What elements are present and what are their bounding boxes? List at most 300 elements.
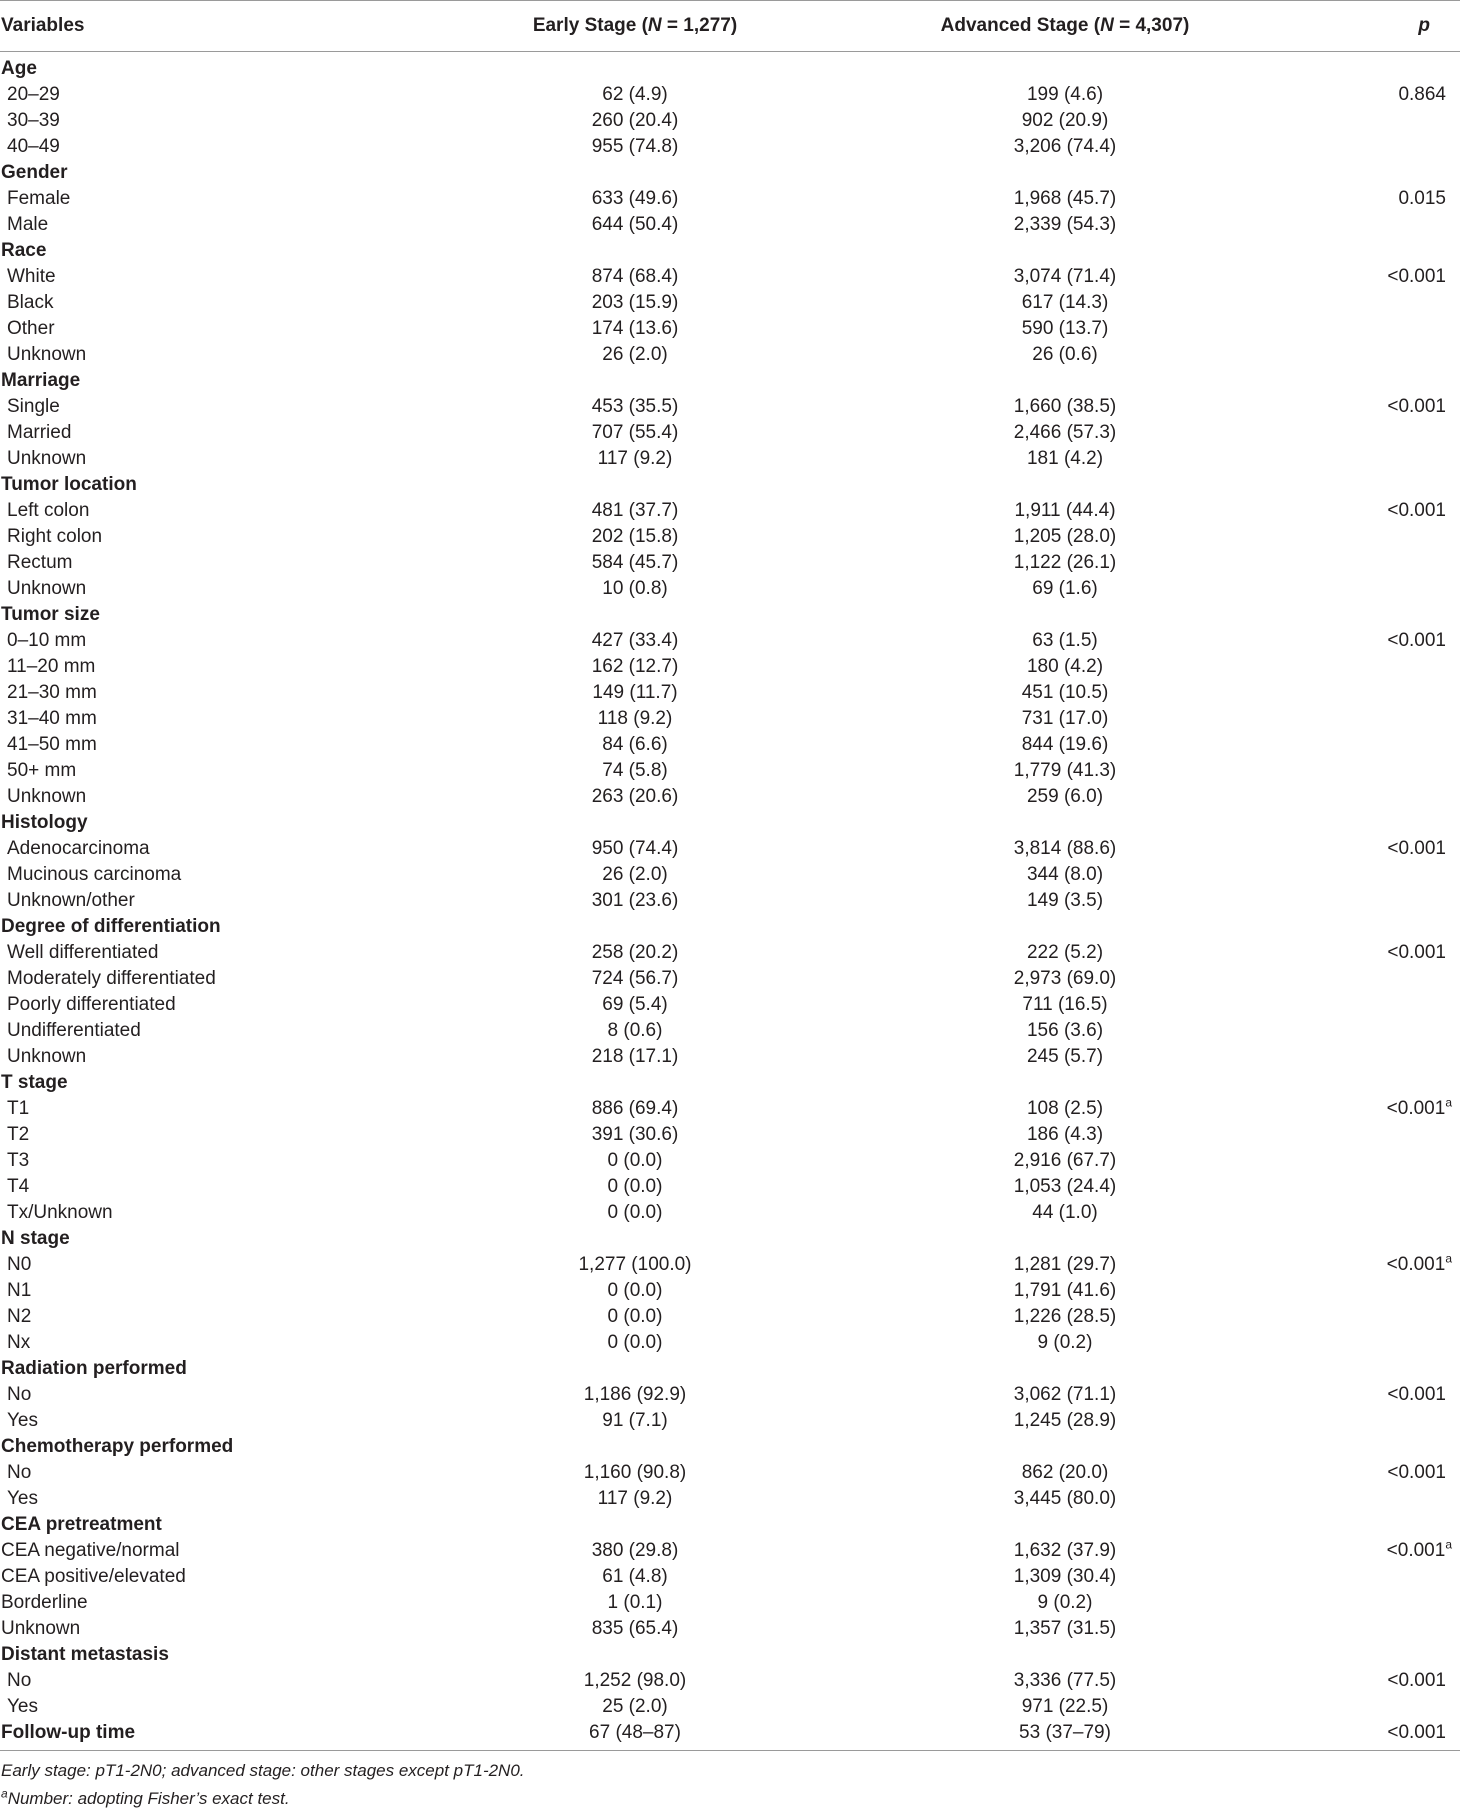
advanced-stage-value: 69 (1.6): [1032, 578, 1098, 599]
table-row: [0, 1174, 1460, 1200]
table-row: [0, 836, 1460, 862]
advanced-stage-value: 149 (3.5): [1026, 890, 1104, 911]
early-stage-value: [420, 602, 850, 628]
row-label: T1: [7, 1098, 30, 1119]
p-value: [1280, 1434, 1460, 1460]
p-value: [1280, 732, 1460, 758]
row-label: Mucinous carcinoma: [7, 864, 182, 885]
advanced-stage-value: 44 (1.0): [1032, 1202, 1098, 1223]
p-value: [1280, 576, 1460, 602]
p-value: [1280, 680, 1460, 706]
table-row: [0, 1408, 1460, 1434]
category-row: [0, 914, 1460, 940]
category-label: Race: [1, 240, 47, 261]
footnote-stage-definition: Early stage: pT1-2N0; advanced stage: other stages except pT1-2N0.: [1, 1761, 525, 1780]
advanced-stage-value: 1,245 (28.9): [1013, 1410, 1117, 1431]
table-row: [0, 1044, 1460, 1070]
early-stage-value: [420, 810, 850, 836]
advanced-stage-value: 971 (22.5): [1021, 1696, 1109, 1717]
row-label: T2: [7, 1124, 30, 1145]
p-value: [1280, 1564, 1460, 1590]
advanced-stage-value: [850, 1434, 1280, 1460]
early-stage-value: [420, 914, 850, 940]
category-label: Tumor location: [1, 474, 137, 495]
advanced-stage-value: [850, 52, 1280, 83]
advanced-stage-value: 711 (16.5): [1022, 994, 1108, 1015]
category-row: [0, 160, 1460, 186]
advanced-stage-value: 186 (4.3): [1026, 1124, 1104, 1145]
p-value: [1280, 1512, 1460, 1538]
early-stage-value: 1,252 (98.0): [583, 1670, 687, 1691]
row-label: White: [7, 266, 56, 287]
header-early-stage: Early Stage (N = 1,277): [420, 1, 850, 52]
row-label: N2: [7, 1306, 32, 1327]
p-value-text: <0.001: [1386, 1098, 1446, 1119]
table-footnotes: [0, 1757, 1460, 1813]
category-row: [0, 368, 1460, 394]
p-value: [1280, 1330, 1460, 1356]
p-value: [1280, 82, 1460, 108]
p-value-text: <0.001: [1387, 1670, 1446, 1691]
advanced-stage-value: 9 (0.2): [1037, 1592, 1093, 1613]
category-row: [0, 810, 1460, 836]
early-stage-value: 1,160 (90.8): [583, 1462, 687, 1483]
p-value: [1280, 1356, 1460, 1382]
p-value: [1280, 654, 1460, 680]
advanced-stage-value: 3,062 (71.1): [1013, 1384, 1117, 1405]
p-value: [1280, 368, 1460, 394]
p-value-text: <0.001: [1387, 396, 1446, 417]
row-label: Borderline: [1, 1592, 88, 1613]
early-stage-value: 1,186 (92.9): [583, 1384, 687, 1405]
table-row: [0, 186, 1460, 212]
early-stage-value: [420, 160, 850, 186]
advanced-stage-value: 590 (13.7): [1021, 318, 1109, 339]
p-value: [1280, 1226, 1460, 1252]
category-row: [0, 1512, 1460, 1538]
row-label: Left colon: [7, 500, 90, 521]
row-label: Nx: [7, 1332, 31, 1353]
advanced-stage-value: 1,791 (41.6): [1013, 1280, 1117, 1301]
table-row: [0, 524, 1460, 550]
early-stage-value: 427 (33.4): [591, 630, 679, 651]
row-label: N1: [7, 1280, 32, 1301]
p-value: [1280, 1252, 1460, 1278]
p-value: [1280, 862, 1460, 888]
early-stage-value: 453 (35.5): [591, 396, 679, 417]
table-row: [0, 82, 1460, 108]
p-value: [1280, 1382, 1460, 1408]
p-value-text: <0.001: [1387, 1384, 1446, 1405]
category-label: Tumor size: [1, 604, 100, 625]
advanced-stage-value: [850, 160, 1280, 186]
row-label: CEA negative/normal: [1, 1540, 180, 1561]
p-value: [1280, 1304, 1460, 1330]
early-stage-value: [420, 1070, 850, 1096]
early-stage-value: 724 (56.7): [591, 968, 679, 989]
p-value: [1280, 446, 1460, 472]
advanced-stage-value: 902 (20.9): [1021, 110, 1109, 131]
p-value: [1280, 810, 1460, 836]
p-value: [1280, 212, 1460, 238]
table-row: [0, 1018, 1460, 1044]
early-stage-value: 0 (0.0): [607, 1332, 663, 1353]
p-value: [1280, 758, 1460, 784]
advanced-stage-value: [850, 1512, 1280, 1538]
p-value: [1280, 1538, 1460, 1564]
advanced-stage-value: 26 (0.6): [1032, 344, 1098, 365]
row-label: Unknown: [1, 1618, 81, 1639]
row-label: Unknown: [7, 1046, 87, 1067]
advanced-stage-value: 156 (3.6): [1026, 1020, 1104, 1041]
advanced-stage-value: 3,445 (80.0): [1013, 1488, 1117, 1509]
advanced-stage-value: 245 (5.7): [1026, 1046, 1104, 1067]
category-row: [0, 52, 1460, 83]
early-stage-value: 117 (9.2): [597, 448, 673, 469]
early-stage-value: 62 (4.9): [602, 84, 668, 105]
early-stage-value: 1,277 (100.0): [578, 1254, 692, 1275]
early-stage-value: 950 (74.4): [591, 838, 679, 859]
table-row: [0, 862, 1460, 888]
advanced-stage-value: 731 (17.0): [1021, 708, 1109, 729]
p-value-text: <0.001: [1387, 266, 1446, 287]
category-label: Gender: [1, 162, 68, 183]
early-stage-value: 69 (5.4): [602, 994, 668, 1015]
table-row: [0, 940, 1460, 966]
early-stage-value: [420, 1642, 850, 1668]
early-stage-value: 644 (50.4): [591, 214, 679, 235]
category-label: CEA pretreatment: [1, 1514, 162, 1535]
p-value: [1280, 1642, 1460, 1668]
row-label: 21–30 mm: [7, 682, 97, 703]
advanced-stage-value: [850, 238, 1280, 264]
advanced-stage-value: [850, 914, 1280, 940]
early-stage-value: 707 (55.4): [591, 422, 679, 443]
early-stage-value: 0 (0.0): [607, 1202, 663, 1223]
row-label: Moderately differentiated: [7, 968, 216, 989]
early-stage-value: 0 (0.0): [607, 1280, 663, 1301]
table-row: [0, 680, 1460, 706]
advanced-stage-value: 1,660 (38.5): [1013, 396, 1117, 417]
row-label: Yes: [7, 1410, 38, 1431]
row-label: 50+ mm: [7, 760, 77, 781]
category-label: Follow-up time: [0, 1720, 420, 1751]
advanced-stage-value: 63 (1.5): [1032, 630, 1098, 651]
early-stage-value: [420, 1226, 850, 1252]
early-stage-value: [420, 1512, 850, 1538]
row-label: Undifferentiated: [7, 1020, 141, 1041]
p-value-text: 0.015: [1398, 188, 1446, 209]
early-stage-value: [420, 472, 850, 498]
category-label: Marriage: [1, 370, 81, 391]
table-row: [0, 784, 1460, 810]
row-label: Unknown/other: [7, 890, 135, 911]
category-label: Histology: [1, 812, 88, 833]
p-value: [1280, 1590, 1460, 1616]
row-label: No: [7, 1384, 32, 1405]
advanced-stage-value: 1,911 (44.4): [1014, 500, 1116, 521]
advanced-stage-value: 259 (6.0): [1026, 786, 1104, 807]
p-value: [1280, 1200, 1460, 1226]
table-row: [0, 1668, 1460, 1694]
row-label: Unknown: [7, 578, 87, 599]
category-row: [0, 1356, 1460, 1382]
p-value-text: <0.001: [1387, 838, 1446, 859]
row-label: Unknown: [7, 344, 87, 365]
table-row: [0, 264, 1460, 290]
early-stage-value: 118 (9.2): [597, 708, 673, 729]
table-row: [0, 290, 1460, 316]
table-row: [0, 628, 1460, 654]
advanced-stage-value: 1,309 (30.4): [1013, 1566, 1117, 1587]
table-body: [0, 52, 1460, 1751]
p-value: [1280, 888, 1460, 914]
advanced-stage-value: 1,226 (28.5): [1013, 1306, 1117, 1327]
p-value: [1280, 52, 1460, 83]
category-row: [0, 1642, 1460, 1668]
advanced-stage-value: [850, 472, 1280, 498]
p-value-text: <0.001: [1387, 1462, 1446, 1483]
category-row: [0, 602, 1460, 628]
row-label: Right colon: [7, 526, 103, 547]
table-row: [0, 758, 1460, 784]
row-label: CEA positive/elevated: [1, 1566, 186, 1587]
advanced-stage-value: 1,053 (24.4): [1013, 1176, 1117, 1197]
row-label: 11–20 mm: [7, 656, 96, 677]
table-row: [0, 550, 1460, 576]
row-label: 31–40 mm: [7, 708, 97, 729]
early-stage-value: 174 (13.6): [591, 318, 679, 339]
early-stage-value: 0 (0.0): [607, 1306, 663, 1327]
header-p-value: p: [1280, 1, 1460, 52]
p-value: [1280, 420, 1460, 446]
row-label: N0: [7, 1254, 32, 1275]
row-label: Black: [7, 292, 54, 313]
row-label: Yes: [7, 1488, 38, 1509]
category-row: [0, 472, 1460, 498]
early-stage-value: 481 (37.7): [591, 500, 679, 521]
early-stage-value: 25 (2.0): [602, 1696, 668, 1717]
p-value: [1280, 1018, 1460, 1044]
p-value: [1280, 290, 1460, 316]
table-row: [0, 1200, 1460, 1226]
table-row: [0, 992, 1460, 1018]
early-stage-value: 874 (68.4): [591, 266, 679, 287]
p-value: [1280, 940, 1460, 966]
table-row: [0, 1304, 1460, 1330]
row-label: Married: [7, 422, 72, 443]
table-row: [0, 1616, 1460, 1642]
p-value-text: <0.001: [1387, 500, 1446, 521]
table-row: [0, 654, 1460, 680]
early-stage-value: 162 (12.7): [591, 656, 679, 677]
table-row: [0, 212, 1460, 238]
p-value: [1280, 1616, 1460, 1642]
early-stage-value: 26 (2.0): [602, 864, 668, 885]
row-label: Rectum: [7, 552, 73, 573]
category-label: T stage: [1, 1072, 68, 1093]
early-stage-value: 203 (15.9): [591, 292, 679, 313]
table-row: [0, 1096, 1460, 1122]
row-label: T4: [7, 1176, 30, 1197]
p-value: [1280, 628, 1460, 654]
early-stage-value: 955 (74.8): [591, 136, 679, 157]
category-row: [0, 1720, 1460, 1751]
p-value: [1280, 550, 1460, 576]
p-value: [1280, 914, 1460, 940]
row-label: Female: [7, 188, 71, 209]
row-label: 0–10 mm: [7, 630, 87, 651]
row-label: 20–29: [7, 84, 60, 105]
row-label: Adenocarcinoma: [7, 838, 150, 859]
early-stage-value: 391 (30.6): [591, 1124, 679, 1145]
early-stage-value: 8 (0.6): [607, 1020, 663, 1041]
p-value: [1280, 1408, 1460, 1434]
p-value: [1280, 186, 1460, 212]
row-label: Tx/Unknown: [7, 1202, 113, 1223]
p-value: [1280, 784, 1460, 810]
early-stage-value: 202 (15.8): [591, 526, 679, 547]
p-value-footnote-marker: a: [1445, 1251, 1452, 1266]
advanced-stage-value: 344 (8.0): [1026, 864, 1104, 885]
advanced-stage-value: [850, 1642, 1280, 1668]
row-label: 40–49: [7, 136, 60, 157]
advanced-stage-value: 2,916 (67.7): [1013, 1150, 1117, 1171]
table-row: [0, 888, 1460, 914]
header-variables: Variables: [0, 1, 420, 52]
advanced-stage-value: 108 (2.5): [1026, 1098, 1104, 1119]
early-stage-value: 91 (7.1): [602, 1410, 668, 1431]
advanced-stage-value: 1,357 (31.5): [1013, 1618, 1117, 1639]
advanced-stage-value: 2,339 (54.3): [1013, 214, 1117, 235]
category-row: [0, 1434, 1460, 1460]
advanced-stage-value: 9 (0.2): [1037, 1332, 1093, 1353]
p-value: [1280, 1278, 1460, 1304]
advanced-stage-value: [850, 810, 1280, 836]
row-label: Single: [7, 396, 60, 417]
early-stage-value: 26 (2.0): [602, 344, 668, 365]
p-value: [1280, 1174, 1460, 1200]
table-row: [0, 498, 1460, 524]
p-value: [1280, 706, 1460, 732]
table-row: [0, 134, 1460, 160]
p-value: [1280, 836, 1460, 862]
early-stage-value: 0 (0.0): [607, 1176, 663, 1197]
advanced-stage-value: 862 (20.0): [1021, 1462, 1109, 1483]
early-stage-value: 835 (65.4): [591, 1618, 679, 1639]
early-stage-value: 61 (4.8): [602, 1566, 668, 1587]
p-value-text: <0.001: [1386, 1540, 1446, 1561]
advanced-stage-value: 1,779 (41.3): [1013, 760, 1117, 781]
p-value: [1280, 1486, 1460, 1512]
table-row: [0, 1564, 1460, 1590]
footnote-fisher: $^a$Number: adopting Fisher’s exact test.: [1, 1786, 290, 1808]
advanced-stage-value: 199 (4.6): [1026, 84, 1104, 105]
advanced-stage-value: 844 (19.6): [1021, 734, 1109, 755]
category-row: [0, 1226, 1460, 1252]
category-label: Age: [1, 58, 37, 79]
row-label: Yes: [7, 1696, 38, 1717]
advanced-stage-value: 222 (5.2): [1026, 942, 1104, 963]
table-row: [0, 316, 1460, 342]
early-stage-value: 74 (5.8): [602, 760, 668, 781]
early-stage-value: 258 (20.2): [591, 942, 679, 963]
advanced-stage-value: 53 (37–79): [850, 1720, 1280, 1751]
p-value: [1280, 316, 1460, 342]
p-value: [1280, 1668, 1460, 1694]
p-value: [1280, 342, 1460, 368]
p-value-footnote-marker: a: [1445, 1537, 1452, 1552]
advanced-stage-value: 3,074 (71.4): [1013, 266, 1117, 287]
early-stage-value: [420, 52, 850, 83]
table-row: [0, 576, 1460, 602]
p-value: [1280, 1044, 1460, 1070]
p-value-text: 0.864: [1398, 84, 1446, 105]
table-row: [0, 1382, 1460, 1408]
table-row: [0, 1252, 1460, 1278]
table-row: [0, 1590, 1460, 1616]
early-stage-value: 84 (6.6): [602, 734, 668, 755]
row-label: T3: [7, 1150, 30, 1171]
p-value: [1280, 1148, 1460, 1174]
p-value: [1280, 1694, 1460, 1720]
p-value: [1280, 472, 1460, 498]
p-value: [1280, 108, 1460, 134]
early-stage-value: 263 (20.6): [591, 786, 679, 807]
early-stage-value: 584 (45.7): [591, 552, 679, 573]
advanced-stage-value: [850, 368, 1280, 394]
row-label: Poorly differentiated: [7, 994, 176, 1015]
advanced-stage-value: 3,336 (77.5): [1013, 1670, 1117, 1691]
row-label: No: [7, 1670, 32, 1691]
table-row: [0, 108, 1460, 134]
header-advanced-stage: Advanced Stage (N = 4,307): [850, 1, 1280, 52]
row-label: Male: [7, 214, 49, 235]
p-value-text: <0.001: [1387, 1722, 1446, 1743]
table-row: [0, 1694, 1460, 1720]
category-label: Chemotherapy performed: [1, 1436, 234, 1457]
early-stage-value: [420, 368, 850, 394]
row-label: Other: [7, 318, 55, 339]
p-value: [1280, 1720, 1460, 1751]
early-stage-value: 301 (23.6): [591, 890, 679, 911]
advanced-stage-value: 180 (4.2): [1026, 656, 1104, 677]
p-value: [1280, 134, 1460, 160]
table-row: [0, 1278, 1460, 1304]
row-label: 30–39: [7, 110, 60, 131]
early-stage-value: [420, 1434, 850, 1460]
early-stage-value: 380 (29.8): [591, 1540, 679, 1561]
table-row: [0, 342, 1460, 368]
p-value-text: <0.001: [1386, 1254, 1446, 1275]
category-label: Degree of differentiation: [1, 916, 221, 937]
table-row: [0, 1122, 1460, 1148]
table-row: [0, 1538, 1460, 1564]
early-stage-value: [420, 238, 850, 264]
p-value-footnote-marker: a: [1445, 1095, 1452, 1110]
p-value: [1280, 1122, 1460, 1148]
table-row: [0, 1486, 1460, 1512]
advanced-stage-value: 1,122 (26.1): [1013, 552, 1117, 573]
p-value: [1280, 966, 1460, 992]
table-row: [0, 966, 1460, 992]
p-value-text: <0.001: [1387, 942, 1446, 963]
early-stage-value: 0 (0.0): [607, 1150, 663, 1171]
advanced-stage-value: 451 (10.5): [1021, 682, 1109, 703]
p-value: [1280, 1096, 1460, 1122]
table-row: [0, 420, 1460, 446]
advanced-stage-value: 3,206 (74.4): [1013, 136, 1117, 157]
